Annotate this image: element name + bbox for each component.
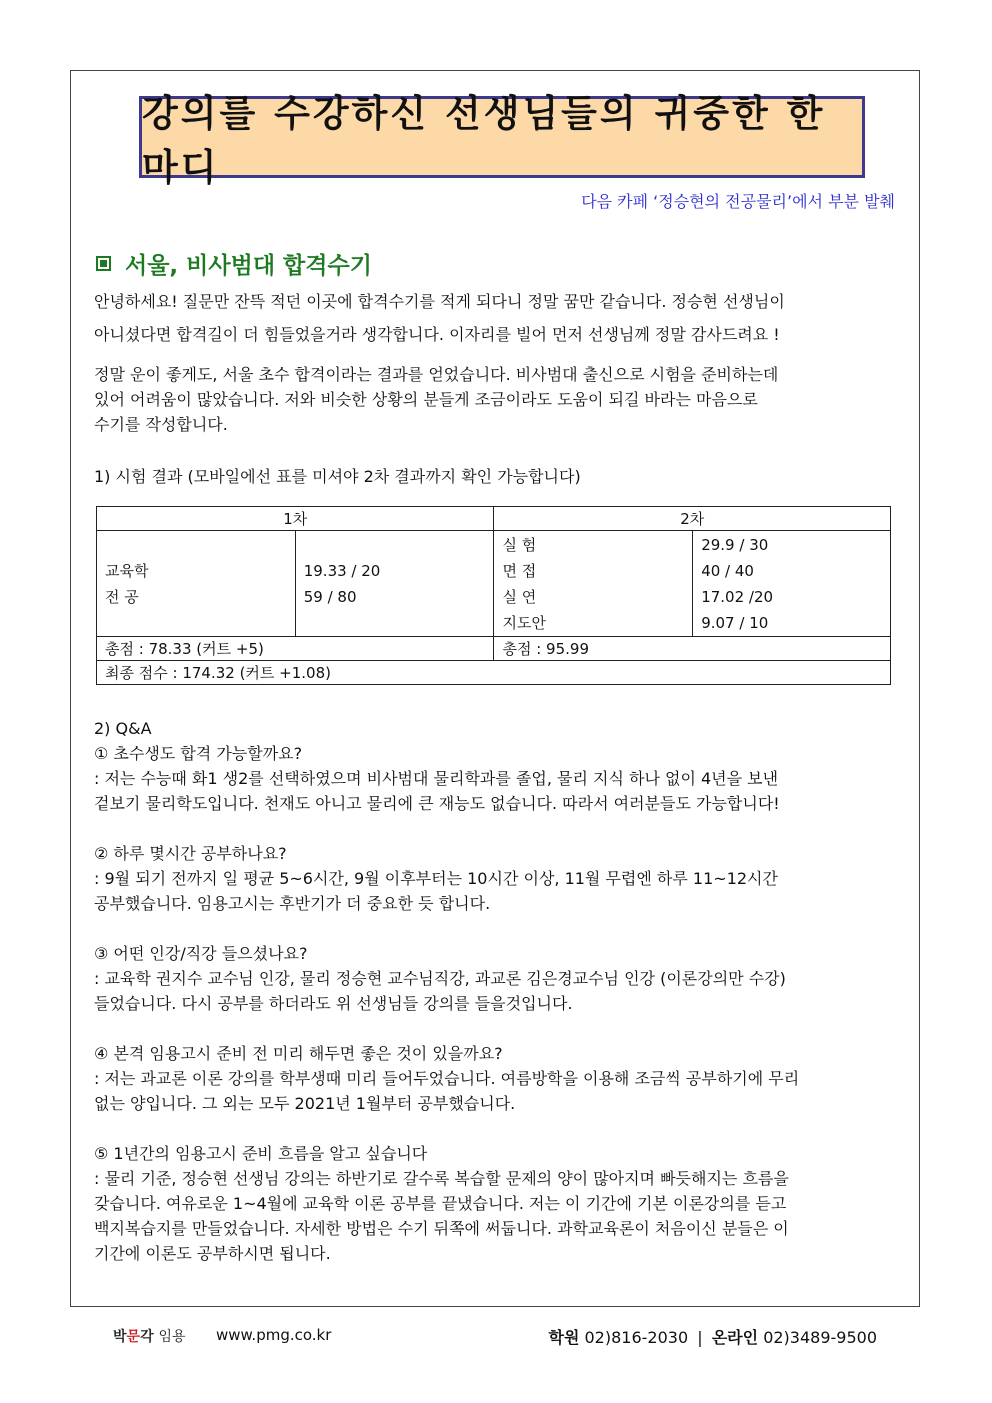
- section-heading-text: 서울, 비사범대 합격수기: [125, 253, 372, 279]
- intro-paragraph: [94, 285, 894, 351]
- paragraph-line: 수기를 작성합니다.: [94, 415, 228, 434]
- subject: 면 접: [502, 561, 537, 580]
- subject: 전 공: [105, 587, 139, 606]
- round2-scores: [693, 531, 891, 637]
- qa-answer-line: 들었습니다. 다시 공부를 하더라도 위 선생님들 강의를 들을것입니다.: [94, 994, 573, 1013]
- qa-question: ④ 본격 임용고시 준비 전 미리 해두면 좋은 것이 있을까요?: [94, 1044, 503, 1063]
- qa-answer-line: : 교육학 권지수 교수님 인강, 물리 정승현 교수님직강, 과교론 김은경교수님 인강 (이론강의만 수강): [94, 969, 786, 988]
- brand-part: 박: [113, 1329, 127, 1345]
- section-heading: [96, 247, 372, 280]
- page-title: 강의를 수강하신 선생님들의 귀중한 한마디: [142, 92, 826, 189]
- qa-answer-line: : 저는 수능때 화1 생2를 선택하였으며 비사범대 물리학과를 졸업, 물리 지식 하나 없이 4년을 보낸: [94, 769, 779, 788]
- qa-answer-line: : 물리 기준, 정승현 선생님 강의는 하반기로 갈수록 복습할 문제의 양이 많아지며 빠듯해지는 흐름을: [94, 1169, 789, 1188]
- result-heading-text: 1) 시험 결과 (모바일에선 표를 미셔야 2차 결과까지 확인 가능합니다): [94, 467, 581, 486]
- exam-result-table: [96, 506, 891, 685]
- round2-subjects: [494, 531, 693, 637]
- score: 40 / 40: [701, 561, 754, 580]
- website-link[interactable]: www.pmg.co.kr: [216, 1326, 332, 1344]
- brand-part: 문: [126, 1329, 141, 1345]
- final-score: 최종 점수 : 174.32 (커트 +1.08): [97, 661, 891, 685]
- intro-line: 안녕하세요! 질문만 잔뜩 적던 이곳에 합격수기를 적게 되다니 정말 꿈만 같습니다. 정승현 선생님이: [94, 292, 785, 311]
- qa-answer-line: : 9월 되기 전까지 일 평균 5~6시간, 9월 이후부터는 10시간 이상, 11월 무렵엔 하루 11~12시간: [94, 869, 778, 888]
- score: 59 / 80: [303, 587, 357, 606]
- source-note: 다음 카페 ‘정승현의 전공물리’에서 부분 발췌: [581, 192, 895, 211]
- qa-answer-line: 공부했습니다. 임용고시는 후반기가 더 중요한 듯 합니다.: [94, 894, 491, 913]
- round1-header: 1차: [97, 507, 494, 531]
- qa-answer-line: 백지복습지를 만들었습니다. 자세한 방법은 수기 뒤쪽에 써둡니다. 과학교육론이 처음이신 분들은 이: [94, 1219, 789, 1238]
- round1-subjects: [97, 531, 296, 637]
- brand-suffix: 임용: [158, 1329, 186, 1345]
- brand-logo: [113, 1326, 186, 1346]
- qa-question: ⑤ 1년간의 임용고시 준비 흐름을 알고 싶습니다: [94, 1144, 428, 1163]
- score: 9.07 / 10: [701, 613, 769, 632]
- academy-label: 학원: [548, 1328, 580, 1347]
- online-label: 온라인: [711, 1328, 759, 1347]
- paragraph-line: 정말 운이 좋게도, 서울 초수 합격이라는 결과를 얻었습니다. 비사범대 출신으로 시험을 준비하는데: [94, 365, 779, 384]
- round2-total: 총점 : 95.99: [494, 637, 891, 661]
- result-heading: [94, 464, 894, 489]
- title-banner: [139, 92, 865, 189]
- qa-heading: 2) Q&A: [94, 719, 152, 738]
- qa-answer-line: : 저는 과교론 이론 강의를 학부생때 미리 들어두었습니다. 여름방학을 이용해 조금씩 공부하기에 무리: [94, 1069, 800, 1088]
- qa-answer-line: 갖습니다. 여유로운 1~4월에 교육학 이론 공부를 끝냈습니다. 저는 이 기간에 기본 이론강의를 듣고: [94, 1194, 787, 1213]
- subject: 지도안: [502, 613, 546, 632]
- subject: 실 연: [502, 587, 537, 606]
- score: 17.02 /20: [701, 587, 774, 606]
- intro-line: 아니셨다면 합격길이 더 힘들었을거라 생각합니다. 이자리를 빌어 먼저 선생님께 정말 감사드려요 !: [94, 325, 780, 344]
- qa-question: ③ 어떤 인강/직강 들으셨나요?: [94, 944, 308, 963]
- round1-scores: [295, 531, 494, 637]
- footer: [0, 1322, 992, 1350]
- subject: 실 험: [502, 535, 537, 554]
- spacer: [94, 1116, 894, 1141]
- qa-answer-line: 기간에 이론도 공부하시면 됩니다.: [94, 1244, 331, 1263]
- spacer: [94, 816, 894, 841]
- paragraph-line: 있어 어려움이 많았습니다. 저와 비슷한 상황의 분들게 조금이라도 도움이 되길 바라는 마음으로: [94, 390, 758, 409]
- brand-part: 각: [140, 1329, 154, 1345]
- qa-question: ① 초수생도 합격 가능할까요?: [94, 744, 303, 763]
- round1-total: 총점 : 78.33 (커트 +5): [97, 637, 494, 661]
- spacer: [94, 916, 894, 941]
- square-bullet-icon: [96, 256, 111, 271]
- round2-header: 2차: [494, 507, 891, 531]
- qa-answer-line: 없는 양입니다. 그 외는 모두 2021년 1월부터 공부했습니다.: [94, 1094, 516, 1113]
- qa-section: [94, 716, 894, 1266]
- academy-phone: 02)816-2030: [584, 1328, 689, 1347]
- background-paragraph: [94, 362, 894, 437]
- score: 29.9 / 30: [701, 535, 769, 554]
- qa-question: ② 하루 몇시간 공부하나요?: [94, 844, 287, 863]
- contact-info: [548, 1325, 877, 1348]
- separator: |: [697, 1328, 703, 1347]
- subject: 교육학: [105, 561, 149, 580]
- qa-answer-line: 겉보기 물리학도입니다. 천재도 아니고 물리에 큰 재능도 없습니다. 따라서 여러분들도 가능합니다!: [94, 794, 780, 813]
- online-phone: 02)3489-9500: [763, 1328, 877, 1347]
- spacer: [94, 1016, 894, 1041]
- score: 19.33 / 20: [303, 561, 381, 580]
